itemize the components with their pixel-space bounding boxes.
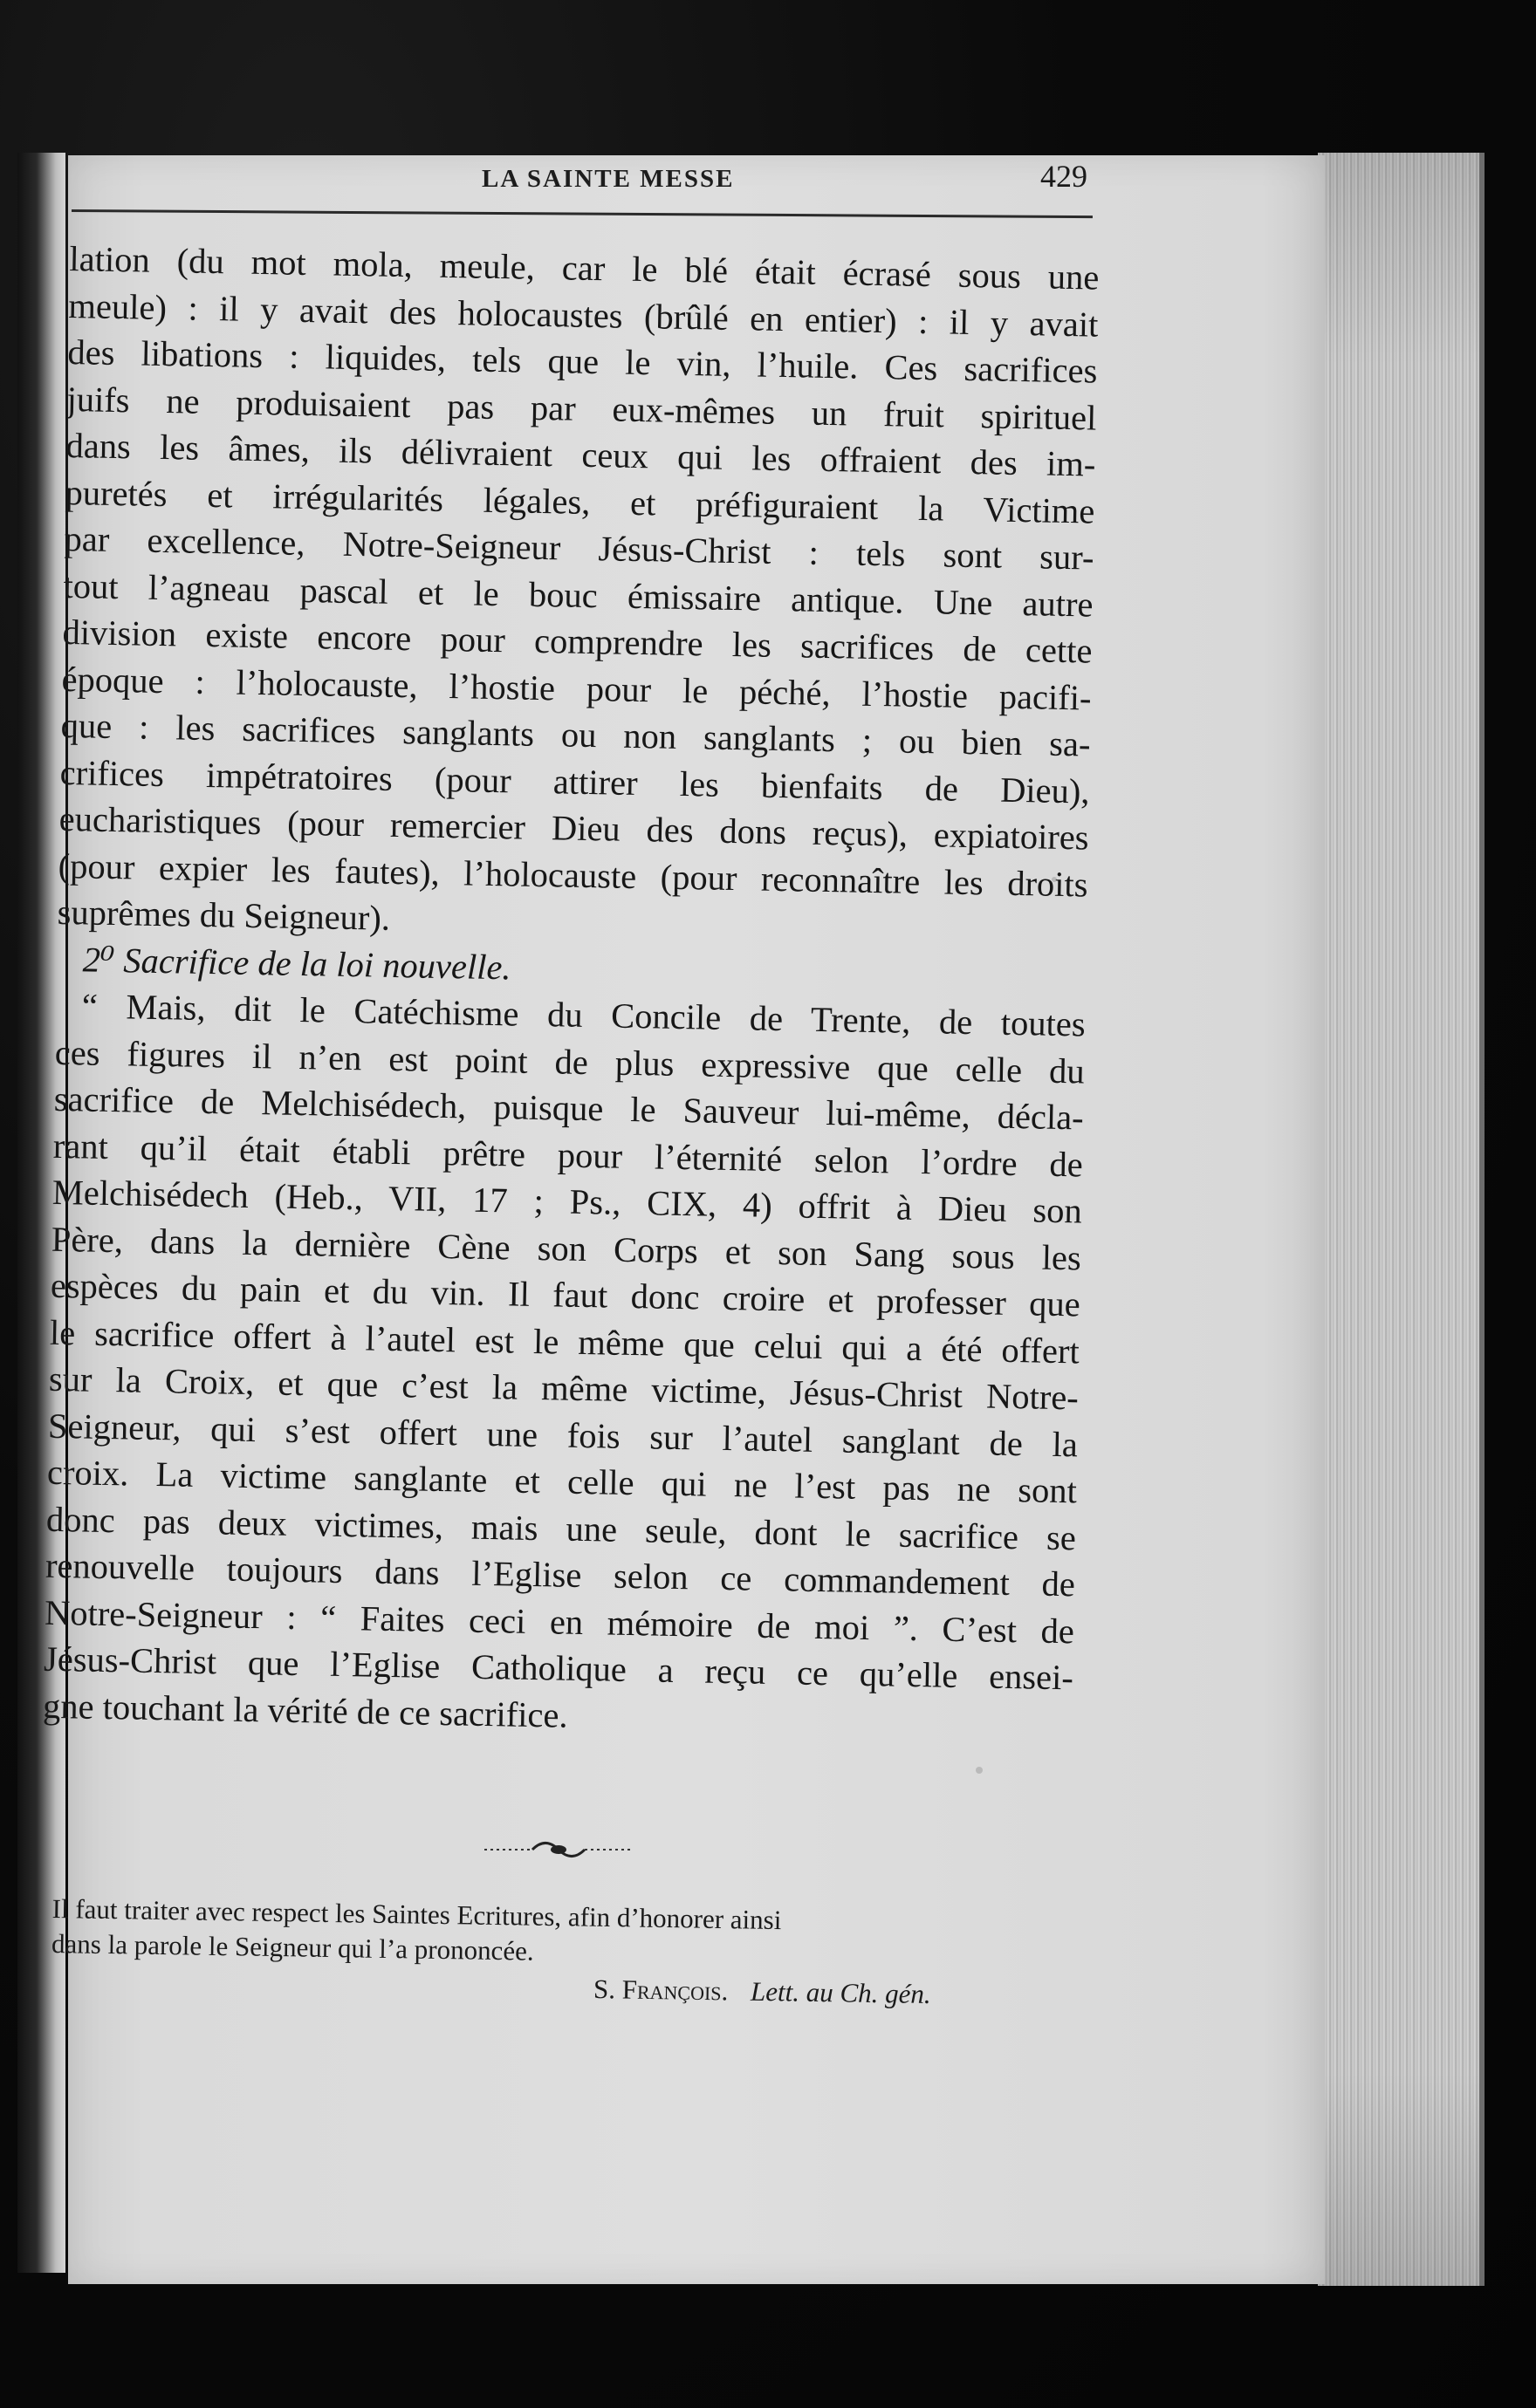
text-line: par excellence, Notre-Seigneur Jésus-Christ : tels sont sur-	[64, 518, 1094, 578]
page-number: 429	[1040, 159, 1087, 194]
text-line: dans les âmes, ils délivraient ceux qui les offraient des im-	[65, 425, 1096, 484]
text-line: époque : l’holocauste, l’hostie pour le péché, l’hostie pacifi-	[61, 659, 1092, 718]
quote-line: le sacrifice offert à l’autel est le même que celui qui a été offert	[49, 1312, 1080, 1371]
quote-line: sur la Croix, et que c’est la même victime, Jésus-Christ Notre-	[48, 1358, 1080, 1418]
text-line: crifices impétratoires (pour attirer les bienfaits de Dieu),	[59, 752, 1090, 811]
epigraph-source: Lett. au Ch. gén.	[750, 1975, 931, 2010]
text-line: division existe encore pour comprendre les sacrifices de cette	[62, 612, 1093, 671]
body-text	[43, 236, 1100, 1748]
quote-line: Père, dans la dernière Cène son Corps et son Sang sous les	[51, 1219, 1082, 1277]
header-title: LA SAINTE MESSE	[482, 165, 735, 193]
quote-line: Melchisédech (Heb., VII, 17 ; Ps., CIX, 4) offrit à Dieu son	[51, 1172, 1083, 1231]
epigraph-line: dans la parole le Seigneur qui l’a prononcée.	[51, 1927, 534, 1967]
ornament-divider-icon	[484, 1839, 633, 1860]
text-line: des libations : liquides, tels que le vin, l’huile. Ces sacrifices	[67, 332, 1098, 391]
text-line: (pour expier les fautes), l’holocauste (pour reconnaître les droits	[58, 845, 1088, 904]
quote-line: rant qu’il était établi prêtre pour l’éternité selon l’ordre de	[52, 1125, 1084, 1184]
quote-line: espèces du pain et du vin. Il faut donc croire et professer que	[50, 1265, 1081, 1324]
quote-line: renouvelle toujours dans l’Eglise selon ce commandement de	[45, 1545, 1076, 1604]
section-subheading: 2⁰ Sacrifice de la loi nouvelle.	[82, 939, 511, 987]
quote-line: Jésus-Christ que l’Eglise Catholique a reçu ce qu’elle ensei-	[43, 1638, 1074, 1698]
running-head	[72, 153, 1096, 205]
text-line: meule) : il y avait des holocaustes (brûlé en entier) : il y avait	[68, 285, 1099, 345]
page-stack-edge	[1318, 153, 1485, 2286]
scan-speck	[976, 1767, 983, 1774]
text-line: puretés et irrégularités légales, et préfiguraient la Victime	[65, 472, 1095, 531]
quote-line: ces figures il n’en est point de plus expressive que celle du	[54, 1032, 1086, 1091]
epigraph-line: Il faut traiter avec respect les Saintes Ecritures, afin d’honorer ainsi	[51, 1892, 782, 1936]
text-line: eucharistiques (pour remercier Dieu des dons reçus), expiatoires	[58, 798, 1089, 858]
quote-line: donc pas deux victimes, mais une seule, dont le sacrifice se	[45, 1499, 1077, 1557]
text-line: suprêmes du Seigneur).	[57, 892, 391, 938]
quote-line: sacrifice de Melchisédech, puisque le Sauveur lui-même, décla-	[53, 1078, 1085, 1138]
text-line: juifs ne produisaient pas par eux-mêmes un fruit spirituel	[66, 379, 1097, 438]
quote-line: Notre-Seigneur : “ Faites ceci en mémoire de moi ”. C’est de	[44, 1592, 1075, 1651]
text-line: tout l’agneau pascal et le bouc émissaire antique. Une autre	[63, 565, 1094, 625]
epigraph-attribution	[593, 1974, 931, 2010]
quote-line: croix. La victime sanglante et celle qui ne l’est pas ne sont	[46, 1452, 1078, 1511]
scan-speck	[1052, 877, 1057, 882]
quote-line: gne touchant la vérité de ce sacrifice.	[42, 1686, 568, 1735]
text-line: que : les sacrifices sanglants ou non sanglants ; ou bien sa-	[60, 705, 1091, 764]
epigraph-author: S. François.	[593, 1973, 729, 2007]
quote-line: “ Mais, dit le Catéchisme du Concile de Trente, de toutes	[81, 986, 1087, 1044]
text-line: lation (du mot mola, meule, car le blé était écrasé sous une	[69, 238, 1100, 298]
quote-line: Seigneur, qui s’est offert une fois sur l’autel sanglant de la	[47, 1406, 1079, 1464]
